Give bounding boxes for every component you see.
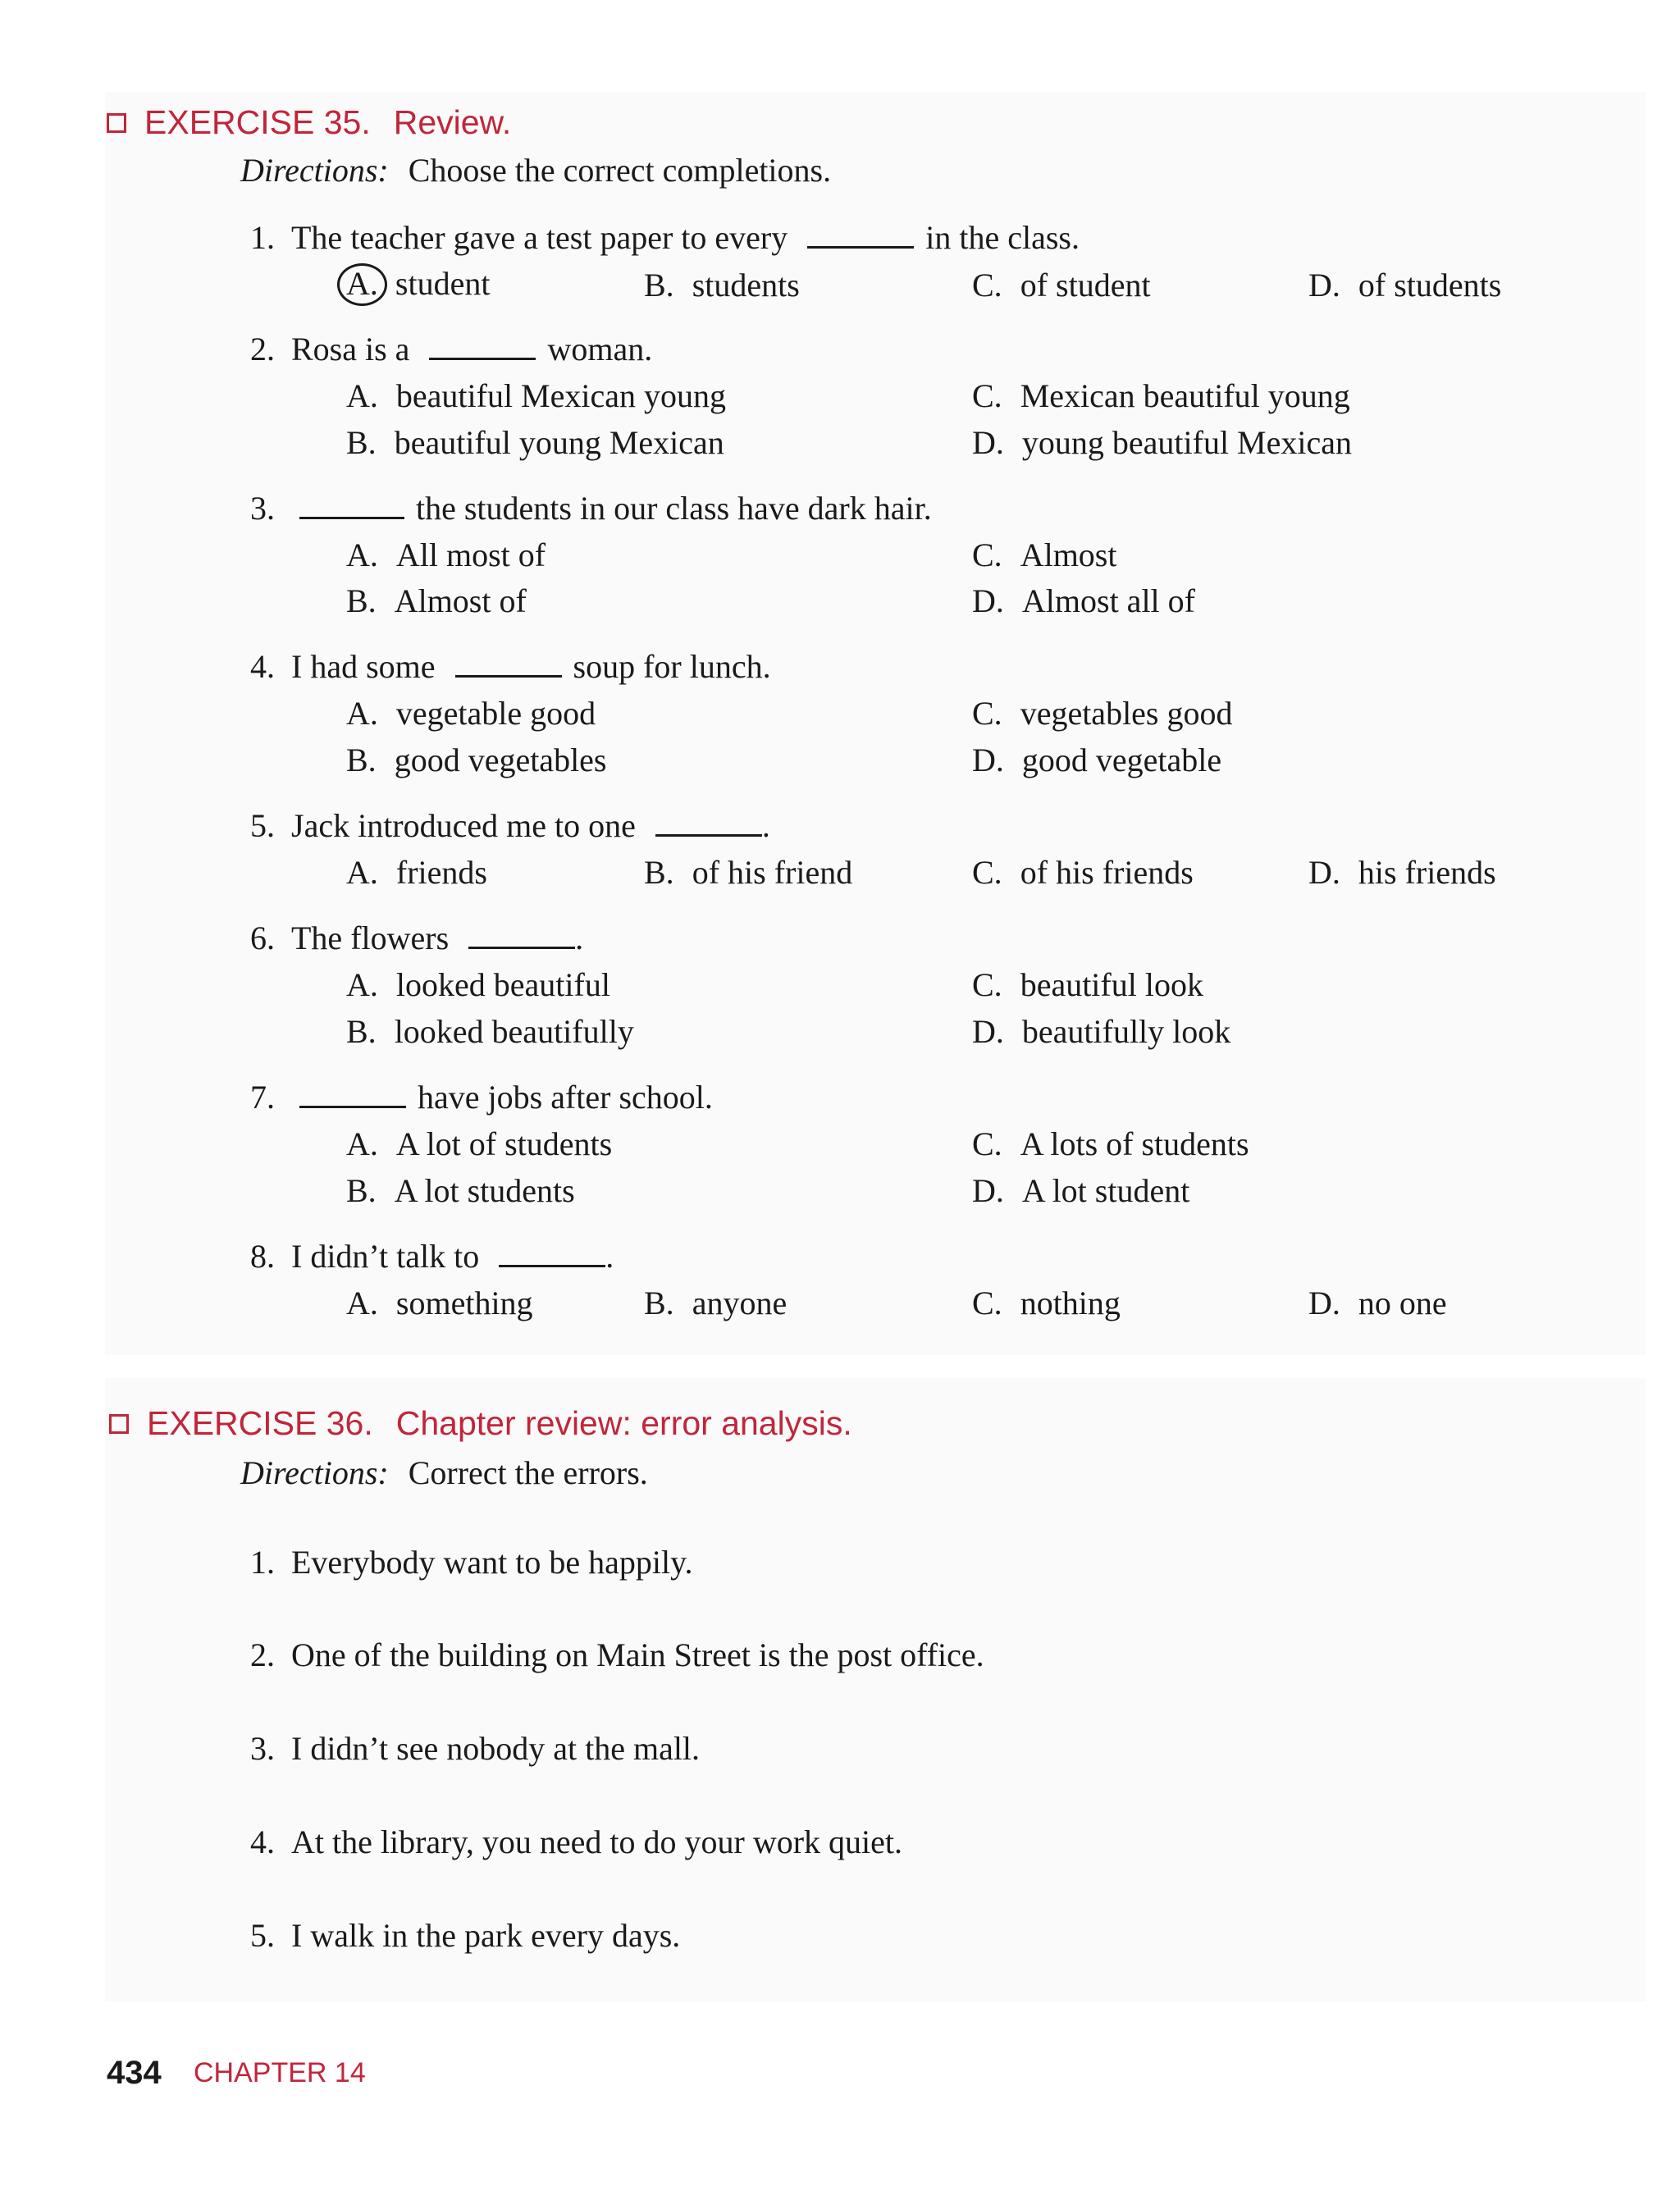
option-3b: B. Almost of: [346, 582, 527, 619]
exercise-35-title: Review.: [393, 103, 512, 141]
answer-blank: [299, 1105, 406, 1108]
option-6b: B. looked beautifully: [346, 1013, 634, 1050]
exercise-36-number: EXERCISE 36.: [147, 1404, 373, 1442]
page-number: 434: [107, 2055, 162, 2091]
option-8d: D. no one: [1308, 1285, 1447, 1321]
question-1: 1. The teacher gave a test paper to every in the class.: [250, 219, 1080, 256]
question-6: 6. The flowers .: [250, 920, 584, 956]
option-5d: D. his friends: [1308, 854, 1496, 891]
option-4c: C. vegetables good: [972, 695, 1233, 732]
option-7a: A. A lot of students: [346, 1125, 613, 1162]
answer-blank: [468, 946, 575, 949]
option-4a: A. vegetable good: [346, 695, 596, 732]
option-6d: D. beautifully look: [972, 1013, 1231, 1050]
option-8c: C. nothing: [972, 1285, 1121, 1321]
option-7c: C. A lots of students: [972, 1125, 1249, 1162]
option-1a: A. student: [346, 267, 490, 306]
checkbox-icon: [107, 113, 126, 133]
circled-answer: A.: [337, 263, 387, 306]
directions-label: Directions:: [240, 152, 389, 189]
exercise-36-heading: [109, 1404, 852, 1443]
answer-blank: [429, 357, 536, 360]
option-5a: A. friends: [346, 854, 487, 891]
question-4: 4. I had some soup for lunch.: [250, 648, 771, 685]
checkbox-icon: [109, 1414, 129, 1434]
exercise-36-directions: [240, 1454, 648, 1492]
directions-text: Choose the correct completions.: [408, 152, 832, 189]
exercise-35-heading: [107, 103, 511, 142]
option-2b: B. beautiful young Mexican: [346, 424, 724, 461]
exercise-35-number: EXERCISE 35.: [144, 103, 371, 141]
directions-label: Directions:: [240, 1454, 389, 1491]
option-7b: B. A lot students: [346, 1172, 575, 1209]
option-1c: C. of student: [972, 267, 1151, 303]
option-7d: D. A lot student: [972, 1172, 1190, 1209]
option-2c: C. Mexican beautiful young: [972, 377, 1350, 414]
answer-blank: [807, 245, 914, 249]
answer-blank: [299, 516, 404, 519]
question-7: 7. have jobs after school.: [250, 1079, 713, 1116]
option-3d: D. Almost all of: [972, 582, 1195, 619]
question-3: 3. the students in our class have dark hair.: [250, 490, 932, 527]
option-2a: A. beautiful Mexican young: [346, 377, 726, 414]
option-4d: D. good vegetable: [972, 742, 1222, 778]
error-item-5: 5. I walk in the park every days.: [250, 1917, 681, 1954]
option-5c: C. of his friends: [972, 854, 1194, 891]
question-2: 2. Rosa is a woman.: [250, 331, 653, 367]
answer-blank: [655, 833, 762, 837]
directions-text: Correct the errors.: [408, 1454, 648, 1491]
option-4b: B. good vegetables: [346, 742, 607, 778]
exercise-35-directions: [240, 151, 831, 189]
option-1d: D. of students: [1308, 267, 1502, 303]
answer-blank: [455, 674, 562, 678]
exercise-36-title: Chapter review: error analysis.: [395, 1404, 852, 1442]
option-5b: B. of his friend: [644, 854, 853, 891]
option-6a: A. looked beautiful: [346, 966, 610, 1003]
option-1b: B. students: [644, 267, 800, 303]
error-item-4: 4. At the library, you need to do your work quiet.: [250, 1823, 903, 1860]
chapter-label: CHAPTER 14: [194, 2057, 366, 2088]
option-8b: B. anyone: [644, 1285, 788, 1321]
option-6c: C. beautiful look: [972, 966, 1203, 1003]
option-3c: C. Almost: [972, 536, 1117, 573]
answer-blank: [499, 1264, 605, 1267]
question-5: 5. Jack introduced me to one .: [250, 807, 770, 844]
error-item-1: 1. Everybody want to be happily.: [250, 1544, 693, 1581]
question-8: 8. I didn’t talk to .: [250, 1238, 614, 1275]
error-item-3: 3. I didn’t see nobody at the mall.: [250, 1730, 701, 1767]
option-2d: D. young beautiful Mexican: [972, 424, 1352, 461]
option-8a: A. something: [346, 1285, 533, 1321]
error-item-2: 2. One of the building on Main Street is the post office.: [250, 1636, 984, 1673]
option-3a: A. All most of: [346, 536, 546, 573]
